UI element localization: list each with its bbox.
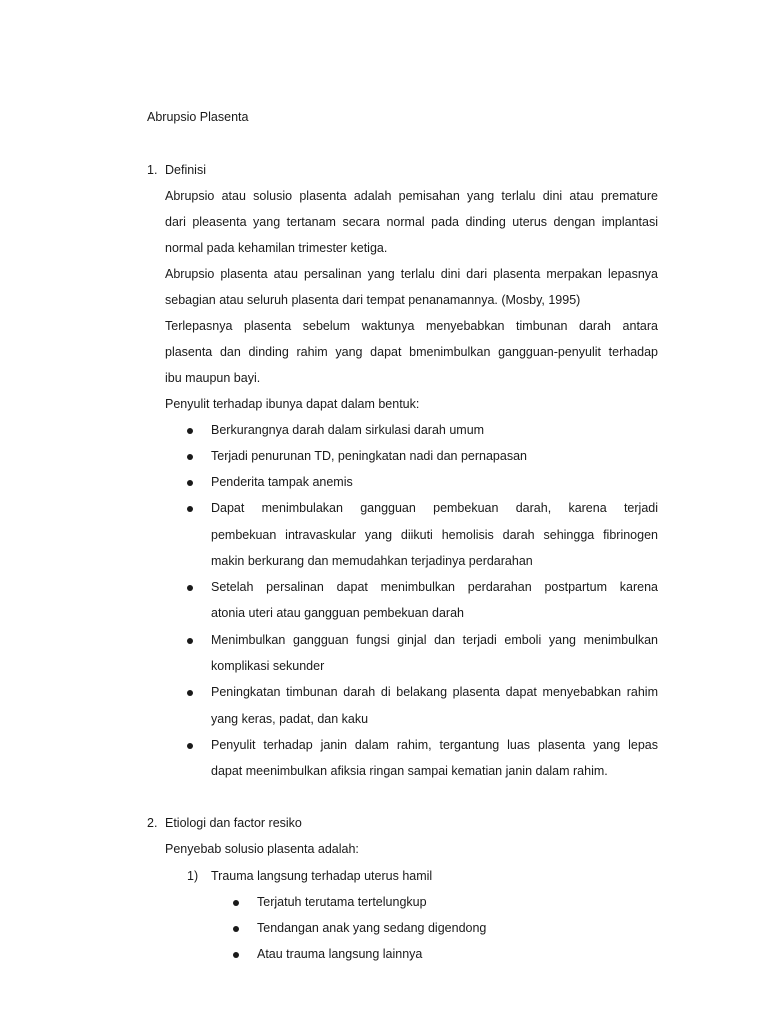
bullet-icon <box>187 583 195 591</box>
paragraph-line: sebagian atau seluruh plasenta dari tempat penanamannya. (Mosby, 1995) <box>165 293 581 307</box>
section-1-number: 1. <box>147 163 158 177</box>
section-1-heading: Definisi <box>165 163 206 177</box>
bullet-icon <box>187 504 195 512</box>
list-item: Menimbulkan gangguan fungsi ginjal dan terjadi emboli yang menimbulkan <box>211 633 658 647</box>
paragraph-line: Abrupsio atau solusio plasenta adalah pemisahan yang terlalu dini atau premature <box>165 189 658 203</box>
list-item-continuation: dapat meenimbulkan afiksia ringan sampai kematian janin dalam rahim. <box>211 764 608 778</box>
paragraph-line: dari pleasenta yang tertanam secara normal pada dinding uterus dengan implantasi <box>165 215 658 229</box>
paragraph-line: Terlepasnya plasenta sebelum waktunya menyebabkan timbunan darah antara <box>165 319 658 333</box>
paragraph-line: Penyulit terhadap ibunya dapat dalam bentuk: <box>165 397 420 411</box>
bullet-icon <box>233 950 241 958</box>
list-item-continuation: makin berkurang dan memudahkan terjadinya perdarahan <box>211 554 533 568</box>
paragraph-line: plasenta dan dinding rahim yang dapat bmenimbulkan gangguan-penyulit terhadap <box>165 345 658 359</box>
paragraph-line: normal pada kehamilan trimester ketiga. <box>165 241 388 255</box>
section-2-heading: Etiologi dan factor resiko <box>165 816 302 830</box>
list-item-continuation: atonia uteri atau gangguan pembekuan darah <box>211 606 464 620</box>
paragraph-line: Abrupsio plasenta atau persalinan yang terlalu dini dari plasenta merpakan lepasnya <box>165 267 658 281</box>
document-title: Abrupsio Plasenta <box>147 110 249 124</box>
bullet-icon <box>187 688 195 696</box>
bullet-icon <box>233 898 241 906</box>
list-item: Terjadi penurunan TD, peningkatan nadi dan pernapasan <box>211 449 527 463</box>
list-item: Setelah persalinan dapat menimbulkan perdarahan postpartum karena <box>211 580 658 594</box>
list-item: Terjatuh terutama tertelungkup <box>257 895 427 909</box>
list-item: Dapat menimbulakan gangguan pembekuan darah, karena terjadi <box>211 501 658 515</box>
list-item-continuation: pembekuan intravaskular yang diikuti hemolisis darah sehingga fibrinogen <box>211 528 658 542</box>
bullet-icon <box>187 636 195 644</box>
bullet-icon <box>187 452 195 460</box>
list-item: Penyulit terhadap janin dalam rahim, tergantung luas plasenta yang lepas <box>211 738 658 752</box>
list-item: Peningkatan timbunan darah di belakang plasenta dapat menyebabkan rahim <box>211 685 658 699</box>
list-item: Penderita tampak anemis <box>211 475 353 489</box>
list-item-continuation: komplikasi sekunder <box>211 659 325 673</box>
bullet-icon <box>233 924 241 932</box>
list-item: Atau trauma langsung lainnya <box>257 947 423 961</box>
sublist-item: Trauma langsung terhadap uterus hamil <box>211 869 433 883</box>
paragraph-line: Penyebab solusio plasenta adalah: <box>165 842 359 856</box>
paragraph-line: ibu maupun bayi. <box>165 371 261 385</box>
bullet-icon <box>187 426 195 434</box>
sublist-number: 1) <box>187 869 199 883</box>
list-item: Tendangan anak yang sedang digendong <box>257 921 487 935</box>
section-2-number: 2. <box>147 816 158 830</box>
bullet-icon <box>187 478 195 486</box>
bullet-icon <box>187 741 195 749</box>
list-item: Berkurangnya darah dalam sirkulasi darah umum <box>211 423 485 437</box>
list-item-continuation: yang keras, padat, dan kaku <box>211 712 369 726</box>
